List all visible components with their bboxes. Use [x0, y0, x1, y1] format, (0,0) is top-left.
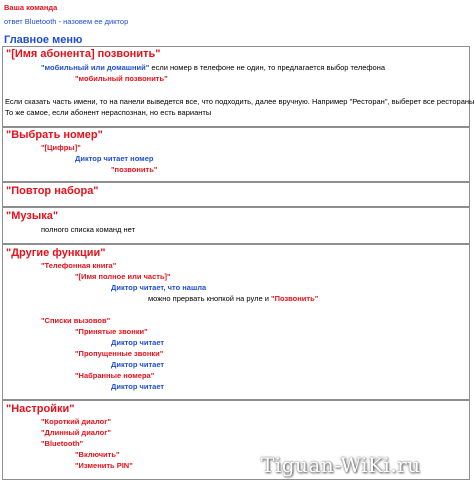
- phonebook-interrupt-text: можно прервать кнопкой на руле и: [148, 294, 272, 303]
- dialed-numbers-command: "Набранные номера": [75, 371, 155, 380]
- received-calls-command: "Принятые звонки": [75, 327, 148, 336]
- received-calls-reads: Диктор читает: [111, 338, 165, 347]
- section-redial-heading: "Повтор набора": [6, 185, 99, 197]
- section-dial-heading: "Выбрать номер": [6, 129, 103, 141]
- call-note-unrecognized: То же самое, если абонент нераспознан, но есть варианты: [5, 108, 212, 117]
- phonebook-interrupt-line: [148, 294, 318, 303]
- phonebook-call-command: "Позвонить": [271, 294, 319, 303]
- music-note: полного списка команд нет: [41, 225, 135, 234]
- header-subtitle: ответ Bluetooth - назовем ее диктор: [4, 17, 129, 26]
- section-other: [2, 244, 470, 400]
- section-other-heading: "Другие функции": [6, 247, 106, 259]
- section-call: [2, 46, 474, 127]
- header-title: Ваша команда: [4, 3, 58, 12]
- section-redial: [2, 182, 470, 207]
- missed-calls-command: "Пропущенные звонки": [75, 349, 164, 358]
- settings-bluetooth: "Bluetooth": [41, 439, 84, 448]
- dial-reads-number: Диктор читает номер: [75, 154, 154, 163]
- call-option-note: если номер в телефоне не один, то предлагается выбор телефона: [149, 63, 386, 72]
- call-lists-command: "Списки вызовов": [41, 316, 111, 325]
- missed-calls-reads: Диктор читает: [111, 360, 165, 369]
- section-settings-heading: "Настройки": [6, 403, 75, 415]
- section-call-heading: "[Имя абонента] позвонить": [6, 48, 161, 60]
- main-menu-title: Главное меню: [4, 34, 83, 46]
- settings-long-dialog: "Длинный диалог": [41, 428, 111, 437]
- section-dial: [2, 127, 470, 182]
- section-music: [2, 207, 470, 244]
- section-music-heading: "Музыка": [6, 210, 59, 222]
- phonebook-reads-found: Диктор читает, что нашла: [111, 283, 207, 292]
- dial-digits: "[Цифры]": [41, 143, 81, 152]
- settings-short-dialog: "Короткий диалог": [41, 417, 111, 426]
- call-option-line: [41, 63, 385, 72]
- bluetooth-change-pin: "Изменить PIN": [75, 461, 133, 470]
- phonebook-command: "Телефонная книга": [41, 261, 117, 270]
- dial-call-command: "позвонить": [111, 165, 158, 174]
- call-note-partial-name: Если сказать часть имени, то на панели выведется все, что подходить, далее вручную. Например "Ресторан", выберет все рестораны: [5, 97, 474, 106]
- bluetooth-enable: "Включить": [75, 450, 120, 459]
- watermark: Tiguan-WiKi.ru: [261, 453, 421, 477]
- phonebook-name: "[Имя полное или часть]": [75, 272, 171, 281]
- dialed-numbers-reads: Диктор читает: [111, 382, 165, 391]
- call-mobile-command: "мобильный позвонить": [75, 74, 168, 83]
- call-mobile-or-home: "мобильный или домашний": [41, 63, 150, 72]
